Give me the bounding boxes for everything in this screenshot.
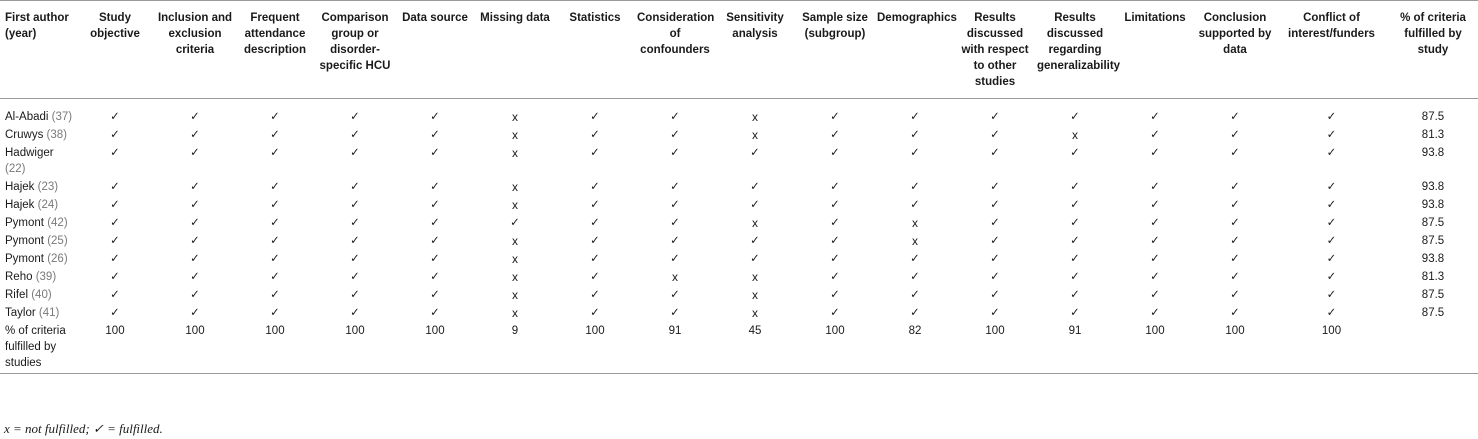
fulfilled-mark: ✓ bbox=[1150, 147, 1160, 159]
footnote: x = not fulfilled; ✓ = fulfilled. bbox=[4, 421, 163, 436]
author-cell bbox=[0, 197, 75, 215]
column-header: Frequent attendance description bbox=[235, 1, 315, 99]
fulfilled-mark: ✓ bbox=[670, 217, 680, 229]
fulfilled-mark: ✓ bbox=[430, 147, 440, 159]
fulfilled-mark: ✓ bbox=[1230, 271, 1240, 283]
column-header: Sensitivity analysis bbox=[715, 1, 795, 99]
table-row bbox=[0, 197, 1478, 215]
fulfilled-mark: ✓ bbox=[830, 199, 840, 211]
table-row bbox=[0, 233, 1478, 251]
column-header: Missing data bbox=[475, 1, 555, 99]
criterion-percent-cell: 100 bbox=[555, 323, 635, 374]
fulfilled-mark: ✓ bbox=[830, 235, 840, 247]
reference-link[interactable]: (41) bbox=[38, 307, 60, 319]
fulfilled-mark: ✓ bbox=[1230, 199, 1240, 211]
fulfilled-mark: ✓ bbox=[430, 217, 440, 229]
fulfilled-mark: ✓ bbox=[910, 271, 920, 283]
fulfilled-mark: ✓ bbox=[590, 181, 600, 193]
fulfilled-mark: ✓ bbox=[430, 111, 440, 123]
fulfilled-mark: ✓ bbox=[1150, 271, 1160, 283]
fulfilled-mark: ✓ bbox=[1230, 111, 1240, 123]
study-percent-cell: 87.5 bbox=[1421, 307, 1445, 319]
fulfilled-mark: ✓ bbox=[1150, 199, 1160, 211]
fulfilled-mark: ✓ bbox=[430, 235, 440, 247]
fulfilled-mark: ✓ bbox=[190, 199, 200, 211]
author-name: Cruwys bbox=[5, 129, 44, 141]
fulfilled-mark: ✓ bbox=[510, 217, 520, 229]
fulfilled-mark: ✓ bbox=[270, 271, 280, 283]
fulfilled-mark: ✓ bbox=[590, 129, 600, 141]
fulfilled-mark: ✓ bbox=[1070, 199, 1080, 211]
not-fulfilled-mark: x bbox=[912, 234, 918, 248]
fulfilled-mark: ✓ bbox=[830, 307, 840, 319]
fulfilled-mark: ✓ bbox=[270, 217, 280, 229]
author-name: Reho bbox=[5, 271, 33, 283]
fulfilled-mark: ✓ bbox=[110, 307, 120, 319]
fulfilled-mark: ✓ bbox=[1070, 111, 1080, 123]
fulfilled-mark: ✓ bbox=[990, 199, 1000, 211]
fulfilled-mark: ✓ bbox=[350, 307, 360, 319]
fulfilled-mark: ✓ bbox=[1326, 129, 1337, 141]
fulfilled-mark: ✓ bbox=[990, 181, 1000, 193]
fulfilled-mark: ✓ bbox=[110, 235, 120, 247]
fulfilled-mark: ✓ bbox=[270, 307, 280, 319]
criterion-percent-cell: 91 bbox=[1035, 323, 1115, 374]
fulfilled-mark: ✓ bbox=[1326, 111, 1337, 123]
fulfilled-mark: ✓ bbox=[1230, 289, 1240, 301]
not-fulfilled-mark: x bbox=[512, 146, 518, 160]
study-percent-cell: 87.5 bbox=[1421, 111, 1445, 123]
reference-link[interactable]: (38) bbox=[46, 129, 67, 141]
not-fulfilled-mark: x bbox=[752, 128, 758, 142]
author-cell bbox=[0, 305, 75, 323]
fulfilled-mark: ✓ bbox=[350, 253, 360, 265]
author-cell bbox=[0, 251, 75, 269]
fulfilled-mark: ✓ bbox=[350, 235, 360, 247]
criterion-percent-cell: 100 bbox=[75, 323, 155, 374]
author-name: Pymont bbox=[5, 253, 44, 265]
fulfilled-mark: ✓ bbox=[350, 111, 360, 123]
table-row bbox=[0, 145, 1478, 179]
table-row bbox=[0, 99, 1478, 128]
not-fulfilled-mark: x bbox=[672, 270, 678, 284]
column-header: % of criteria fulfilled by study bbox=[1388, 1, 1478, 99]
fulfilled-mark: ✓ bbox=[830, 111, 840, 123]
fulfilled-mark: ✓ bbox=[590, 235, 600, 247]
fulfilled-mark: ✓ bbox=[110, 217, 120, 229]
author-name: Al-Abadi bbox=[5, 111, 49, 123]
author-cell bbox=[0, 99, 75, 128]
fulfilled-mark: ✓ bbox=[990, 271, 1000, 283]
fulfilled-mark: ✓ bbox=[1326, 181, 1337, 193]
fulfilled-mark: ✓ bbox=[910, 147, 920, 159]
not-fulfilled-mark: x bbox=[512, 252, 518, 266]
fulfilled-mark: ✓ bbox=[1230, 217, 1240, 229]
table-row bbox=[0, 305, 1478, 323]
fulfilled-mark: ✓ bbox=[1150, 307, 1160, 319]
not-fulfilled-mark: x bbox=[1072, 128, 1078, 142]
fulfilled-mark: ✓ bbox=[670, 289, 680, 301]
fulfilled-mark: ✓ bbox=[350, 271, 360, 283]
reference-link[interactable]: (37) bbox=[51, 111, 73, 123]
study-percent-cell: 87.5 bbox=[1421, 235, 1445, 247]
not-fulfilled-mark: x bbox=[752, 270, 758, 284]
column-header: Statistics bbox=[555, 1, 635, 99]
fulfilled-mark: ✓ bbox=[670, 253, 680, 265]
study-percent-cell: 81.3 bbox=[1421, 271, 1445, 283]
fulfilled-mark: ✓ bbox=[590, 147, 600, 159]
study-percent-cell: 87.5 bbox=[1421, 217, 1445, 229]
fulfilled-mark: ✓ bbox=[1070, 307, 1080, 319]
fulfilled-mark: ✓ bbox=[1326, 235, 1337, 247]
author-name: Rifel bbox=[5, 289, 29, 301]
author-cell bbox=[0, 269, 75, 287]
reference-link[interactable]: (22) bbox=[5, 163, 26, 175]
not-fulfilled-mark: x bbox=[512, 306, 518, 320]
reference-link[interactable]: (39) bbox=[35, 271, 57, 283]
fulfilled-mark: ✓ bbox=[350, 129, 360, 141]
criterion-percent-cell: 91 bbox=[635, 323, 715, 374]
fulfilled-mark: ✓ bbox=[190, 129, 200, 141]
reference-link[interactable]: (25) bbox=[47, 235, 68, 247]
author-cell bbox=[0, 215, 75, 233]
fulfilled-mark: ✓ bbox=[990, 217, 1000, 229]
column-header: Demographics bbox=[875, 1, 955, 99]
fulfilled-mark: ✓ bbox=[430, 271, 440, 283]
reference-link[interactable]: (40) bbox=[31, 289, 52, 301]
fulfilled-mark: ✓ bbox=[190, 235, 200, 247]
totals-label: % of criteria fulfilled by studies bbox=[0, 323, 75, 374]
author-cell bbox=[0, 179, 75, 197]
criterion-percent-cell: 45 bbox=[715, 323, 795, 374]
fulfilled-mark: ✓ bbox=[910, 181, 920, 193]
criterion-percent-cell: 9 bbox=[475, 323, 555, 374]
fulfilled-mark: ✓ bbox=[1326, 253, 1337, 265]
not-fulfilled-mark: x bbox=[752, 110, 758, 124]
author-name: Pymont bbox=[5, 235, 44, 247]
not-fulfilled-mark: x bbox=[752, 216, 758, 230]
fulfilled-mark: ✓ bbox=[830, 289, 840, 301]
fulfilled-mark: ✓ bbox=[1326, 147, 1337, 159]
criterion-percent-cell: 100 bbox=[795, 323, 875, 374]
fulfilled-mark: ✓ bbox=[750, 199, 760, 211]
fulfilled-mark: ✓ bbox=[990, 235, 1000, 247]
fulfilled-mark: ✓ bbox=[1230, 129, 1240, 141]
fulfilled-mark: ✓ bbox=[110, 181, 120, 193]
fulfilled-mark: ✓ bbox=[1070, 253, 1080, 265]
fulfilled-mark: ✓ bbox=[990, 129, 1000, 141]
criterion-percent-cell: 100 bbox=[1195, 323, 1275, 374]
table-body bbox=[0, 99, 1478, 374]
fulfilled-mark: ✓ bbox=[270, 289, 280, 301]
fulfilled-mark: ✓ bbox=[270, 199, 280, 211]
fulfilled-mark: ✓ bbox=[350, 217, 360, 229]
fulfilled-mark: ✓ bbox=[110, 129, 120, 141]
author-name: Hadwiger bbox=[5, 147, 54, 159]
table-row bbox=[0, 179, 1478, 197]
author-name: Pymont bbox=[5, 217, 44, 229]
fulfilled-mark: ✓ bbox=[430, 289, 440, 301]
fulfilled-mark: ✓ bbox=[350, 199, 360, 211]
fulfilled-mark: ✓ bbox=[590, 253, 600, 265]
fulfilled-mark: ✓ bbox=[190, 307, 200, 319]
fulfilled-mark: ✓ bbox=[590, 217, 600, 229]
reference-link[interactable]: (42) bbox=[47, 217, 68, 229]
fulfilled-mark: ✓ bbox=[190, 181, 200, 193]
fulfilled-mark: ✓ bbox=[750, 147, 760, 159]
fulfilled-mark: ✓ bbox=[1070, 289, 1080, 301]
fulfilled-mark: ✓ bbox=[270, 235, 280, 247]
fulfilled-mark: ✓ bbox=[270, 111, 280, 123]
fulfilled-mark: ✓ bbox=[1070, 181, 1080, 193]
fulfilled-mark: ✓ bbox=[1070, 147, 1080, 159]
not-fulfilled-mark: x bbox=[912, 216, 918, 230]
fulfilled-mark: ✓ bbox=[1150, 129, 1160, 141]
study-percent-cell: 93.8 bbox=[1421, 147, 1445, 159]
fulfilled-mark: ✓ bbox=[270, 181, 280, 193]
fulfilled-mark: ✓ bbox=[350, 289, 360, 301]
fulfilled-mark: ✓ bbox=[670, 129, 680, 141]
fulfilled-mark: ✓ bbox=[990, 307, 1000, 319]
fulfilled-mark: ✓ bbox=[830, 271, 840, 283]
table-row bbox=[0, 287, 1478, 305]
fulfilled-mark: ✓ bbox=[830, 253, 840, 265]
table-row bbox=[0, 269, 1478, 287]
criterion-percent-cell: 82 bbox=[875, 323, 955, 374]
fulfilled-mark: ✓ bbox=[750, 253, 760, 265]
fulfilled-mark: ✓ bbox=[1230, 253, 1240, 265]
fulfilled-mark: ✓ bbox=[350, 147, 360, 159]
column-header: Results discussed with respect to other studies bbox=[955, 1, 1035, 99]
study-percent-cell: 93.8 bbox=[1421, 181, 1445, 193]
table-row bbox=[0, 251, 1478, 269]
fulfilled-mark: ✓ bbox=[1230, 235, 1240, 247]
fulfilled-mark: ✓ bbox=[430, 199, 440, 211]
fulfilled-mark: ✓ bbox=[830, 147, 840, 159]
fulfilled-mark: ✓ bbox=[190, 147, 200, 159]
fulfilled-mark: ✓ bbox=[190, 271, 200, 283]
author-cell bbox=[0, 127, 75, 145]
author-name: Hajek bbox=[5, 181, 35, 193]
fulfilled-mark: ✓ bbox=[670, 111, 680, 123]
not-fulfilled-mark: x bbox=[512, 128, 518, 142]
fulfilled-mark: ✓ bbox=[1150, 217, 1160, 229]
fulfilled-mark: ✓ bbox=[270, 129, 280, 141]
fulfilled-mark: ✓ bbox=[910, 289, 920, 301]
column-header: Consideration of confounders bbox=[635, 1, 715, 99]
fulfilled-mark: ✓ bbox=[110, 289, 120, 301]
totals-percent-cell bbox=[1388, 323, 1478, 374]
not-fulfilled-mark: x bbox=[752, 288, 758, 302]
study-percent-cell: 87.5 bbox=[1421, 289, 1445, 301]
fulfilled-mark: ✓ bbox=[270, 147, 280, 159]
criterion-percent-cell: 100 bbox=[315, 323, 395, 374]
fulfilled-mark: ✓ bbox=[990, 111, 1000, 123]
fulfilled-mark: ✓ bbox=[1070, 235, 1080, 247]
fulfilled-mark: ✓ bbox=[1326, 217, 1337, 229]
fulfilled-mark: ✓ bbox=[190, 289, 200, 301]
fulfilled-mark: ✓ bbox=[990, 289, 1000, 301]
fulfilled-mark: ✓ bbox=[430, 307, 440, 319]
fulfilled-mark: ✓ bbox=[430, 253, 440, 265]
author-cell bbox=[0, 145, 75, 179]
fulfilled-mark: ✓ bbox=[590, 289, 600, 301]
fulfilled-mark: ✓ bbox=[1150, 253, 1160, 265]
fulfilled-mark: ✓ bbox=[910, 111, 920, 123]
fulfilled-mark: ✓ bbox=[830, 129, 840, 141]
fulfilled-mark: ✓ bbox=[990, 147, 1000, 159]
author-name: Hajek bbox=[5, 199, 35, 211]
fulfilled-mark: ✓ bbox=[590, 111, 600, 123]
table-row bbox=[0, 215, 1478, 233]
criterion-percent-cell: 100 bbox=[235, 323, 315, 374]
fulfilled-mark: ✓ bbox=[1150, 111, 1160, 123]
fulfilled-mark: ✓ bbox=[1150, 289, 1160, 301]
fulfilled-mark: ✓ bbox=[910, 253, 920, 265]
criterion-percent-cell: 100 bbox=[395, 323, 475, 374]
fulfilled-mark: ✓ bbox=[990, 253, 1000, 265]
study-percent-cell: 93.8 bbox=[1421, 253, 1445, 265]
fulfilled-mark: ✓ bbox=[910, 129, 920, 141]
fulfilled-mark: ✓ bbox=[750, 235, 760, 247]
fulfilled-mark: ✓ bbox=[110, 199, 120, 211]
study-percent-cell: 81.3 bbox=[1421, 129, 1445, 141]
fulfilled-mark: ✓ bbox=[1230, 147, 1240, 159]
fulfilled-mark: ✓ bbox=[190, 217, 200, 229]
fulfilled-mark: ✓ bbox=[430, 129, 440, 141]
author-name: Taylor bbox=[5, 307, 36, 319]
fulfilled-mark: ✓ bbox=[1230, 307, 1240, 319]
fulfilled-mark: ✓ bbox=[110, 253, 120, 265]
fulfilled-mark: ✓ bbox=[1326, 289, 1337, 301]
fulfilled-mark: ✓ bbox=[190, 111, 200, 123]
column-header: Data source bbox=[395, 1, 475, 99]
column-header: Conflict of interest/funders bbox=[1275, 1, 1388, 99]
fulfilled-mark: ✓ bbox=[1150, 181, 1160, 193]
author-cell bbox=[0, 233, 75, 251]
column-header: Conclusion supported by data bbox=[1195, 1, 1275, 99]
fulfilled-mark: ✓ bbox=[590, 199, 600, 211]
fulfilled-mark: ✓ bbox=[750, 181, 760, 193]
fulfilled-mark: ✓ bbox=[1326, 199, 1337, 211]
criterion-percent-cell: 100 bbox=[1115, 323, 1195, 374]
not-fulfilled-mark: x bbox=[512, 180, 518, 194]
not-fulfilled-mark: x bbox=[512, 288, 518, 302]
fulfilled-mark: ✓ bbox=[910, 307, 920, 319]
column-header: Study objective bbox=[75, 1, 155, 99]
fulfilled-mark: ✓ bbox=[1326, 271, 1337, 283]
not-fulfilled-mark: x bbox=[512, 110, 518, 124]
fulfilled-mark: ✓ bbox=[1230, 181, 1240, 193]
fulfilled-mark: ✓ bbox=[1070, 271, 1080, 283]
fulfilled-mark: ✓ bbox=[430, 181, 440, 193]
not-fulfilled-mark: x bbox=[512, 234, 518, 248]
column-header: Comparison group or disorder-specific HCU bbox=[315, 1, 395, 99]
column-header: Results discussed regarding generalizability bbox=[1035, 1, 1115, 99]
column-header: Limitations bbox=[1115, 1, 1195, 99]
column-header: Inclusion and exclusion criteria bbox=[155, 1, 235, 99]
column-header: First author (year) bbox=[0, 1, 75, 99]
column-header: Sample size (subgroup) bbox=[795, 1, 875, 99]
criterion-percent-cell: 100 bbox=[955, 323, 1035, 374]
not-fulfilled-mark: x bbox=[512, 198, 518, 212]
fulfilled-mark: ✓ bbox=[270, 253, 280, 265]
reference-link[interactable]: (24) bbox=[37, 199, 59, 211]
not-fulfilled-mark: x bbox=[752, 306, 758, 320]
author-cell bbox=[0, 287, 75, 305]
criterion-percent-cell: 100 bbox=[1275, 323, 1388, 374]
fulfilled-mark: ✓ bbox=[670, 307, 680, 319]
fulfilled-mark: ✓ bbox=[110, 111, 120, 123]
fulfilled-mark: ✓ bbox=[350, 181, 360, 193]
fulfilled-mark: ✓ bbox=[670, 235, 680, 247]
fulfilled-mark: ✓ bbox=[670, 181, 680, 193]
reference-link[interactable]: (23) bbox=[37, 181, 59, 193]
fulfilled-mark: ✓ bbox=[590, 307, 600, 319]
fulfilled-mark: ✓ bbox=[830, 217, 840, 229]
totals-row bbox=[0, 323, 1478, 374]
fulfilled-mark: ✓ bbox=[190, 253, 200, 265]
fulfilled-mark: ✓ bbox=[110, 147, 120, 159]
study-percent-cell: 93.8 bbox=[1421, 199, 1445, 211]
fulfilled-mark: ✓ bbox=[670, 147, 680, 159]
header-row bbox=[0, 1, 1478, 99]
fulfilled-mark: ✓ bbox=[830, 181, 840, 193]
fulfilled-mark: ✓ bbox=[670, 199, 680, 211]
fulfilled-mark: ✓ bbox=[1070, 217, 1080, 229]
fulfilled-mark: ✓ bbox=[910, 199, 920, 211]
criterion-percent-cell: 100 bbox=[155, 323, 235, 374]
fulfilled-mark: ✓ bbox=[110, 271, 120, 283]
fulfilled-mark: ✓ bbox=[1326, 307, 1337, 319]
fulfilled-mark: ✓ bbox=[590, 271, 600, 283]
fulfilled-mark: ✓ bbox=[1150, 235, 1160, 247]
not-fulfilled-mark: x bbox=[512, 270, 518, 284]
table-row bbox=[0, 127, 1478, 145]
reference-link[interactable]: (26) bbox=[47, 253, 68, 265]
